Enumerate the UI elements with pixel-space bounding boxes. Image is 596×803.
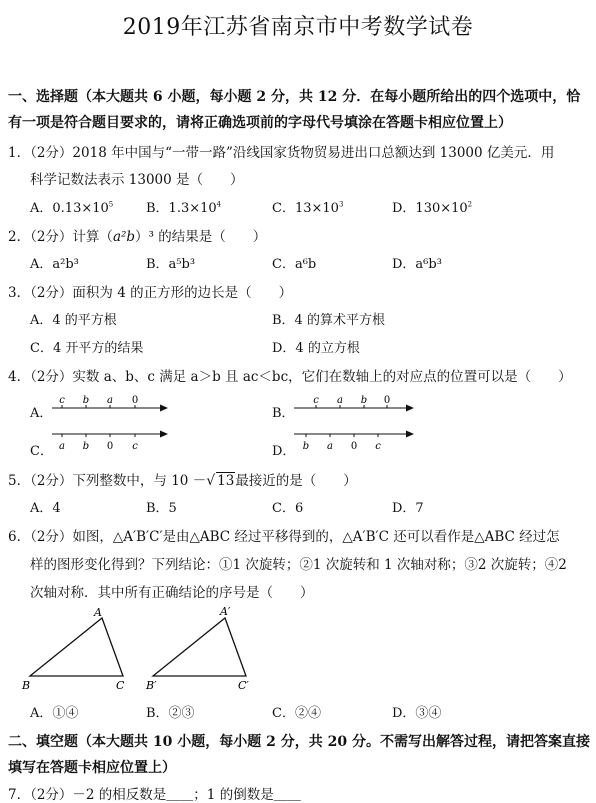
section2-header-line2: 填写在答题卡相应位置上） [8, 760, 176, 776]
q5-option-d: D．7 [392, 501, 424, 516]
q4-option-c-letter: C． [30, 444, 53, 459]
q3-stem: 3．（2分）面积为 4 的正方形的边长是（ ） [8, 285, 293, 301]
section1-header-line2: 有一项是符合题目要求的，请将正确选项前的字母代号填涂在答题卡相应位置上） [8, 115, 512, 131]
axis-label: a [337, 395, 343, 406]
q2-option-d: D．a⁶b³ [392, 257, 442, 272]
q3-option-b: B．4 的算术平方根 [272, 313, 385, 328]
q4-stem: 4．（2分）实数 a、b、c 满足 a＞b 且 ac＜bc，它们在数轴上的对应点的位置可以是（ ） [8, 369, 572, 385]
axis-label: a [107, 395, 113, 406]
q4-option-a-letter: A． [30, 406, 53, 421]
q1-line2: 科学记数法表示 13000 是（ ） [30, 172, 244, 188]
q6-line3: 次轴对称．其中所有正确结论的序号是（ ） [30, 585, 314, 601]
axis-label: a [327, 441, 333, 452]
q6-line1: 6．（2分）如图，△A′B′C′是由△ABC 经过平移得到的，△A′B′C 还可以看作是△ABC 经过怎 [8, 529, 560, 545]
q4-option-b-letter: B． [272, 406, 295, 421]
section1-header-line1: 一、选择题（本大题共 6 小题，每小题 2 分，共 12 分．在每小题所给出的四个选项中，恰 [8, 89, 581, 105]
vertex-label-a: A [94, 606, 102, 619]
q1-option-a: A．$0.13\times 10^5$ [30, 200, 114, 216]
q2-option-c: C．a⁶b [272, 257, 317, 272]
axis-label: 0 [106, 441, 114, 452]
q1-option-b: B．$1.3\times 10^4$ [146, 200, 222, 216]
q6-option-d: D．③④ [392, 706, 442, 721]
q3-option-a: A．4 的平方根 [30, 313, 117, 328]
q5-stem: 5．（2分）下列整数中，与 10 －√ 13最接近的是（ ） [8, 473, 357, 489]
page-title: 2019年江苏省南京市中考数学试卷 [122, 15, 474, 40]
q5-option-b: B．5 [146, 501, 177, 516]
q4-number-line-c [50, 428, 172, 452]
vertex-label-b: B [22, 679, 31, 692]
axis-label: b [302, 441, 310, 452]
q2-stem: 2．（2分）计算（a²b）³ 的结果是（ ） [8, 229, 267, 245]
axis-label: b [82, 441, 90, 452]
axis-label: b [82, 395, 90, 406]
q4-number-line-a [50, 393, 172, 417]
vertex-label-b-prime: B′ [146, 679, 157, 692]
q1-line1: 1．（2分）2018 年中国与“一带一路”沿线国家货物贸易进出口总额达到 13000 亿美元．用 [8, 145, 555, 161]
axis-label: b [360, 395, 368, 406]
axis-label: c [375, 441, 381, 452]
axis-label: a [59, 441, 65, 452]
q6-option-a: A．①④ [30, 706, 79, 721]
q2-option-b: B．a⁵b³ [146, 257, 196, 272]
section2-header-line1: 二、填空题（本大题共 10 小题，每小题 2 分，共 20 分。不需写出解答过程，请把答案直接 [8, 734, 590, 750]
triangle-a-prime-b-prime-c-prime [153, 618, 246, 676]
axis-label: c [59, 395, 65, 406]
q4-option-d-letter: D． [272, 444, 296, 459]
q6-line2: 样的图形变化得到？下列结论：①1 次旋转；②1 次旋转和 1 次轴对称；③2 次旋转；④2 [30, 557, 567, 573]
q1-option-d: D．$130\times 10^2$ [392, 200, 473, 216]
axis-label: 0 [131, 395, 139, 406]
q2-option-a: A．a²b³ [30, 257, 79, 272]
q5-option-a: A．4 [30, 501, 61, 516]
axis-label: c [132, 441, 138, 452]
q6-triangles-figure [18, 602, 258, 694]
axis-label: 0 [350, 441, 358, 452]
vertex-label-c: C [116, 679, 125, 692]
q5-option-c: C．6 [272, 501, 304, 516]
q4-number-line-b [292, 393, 418, 417]
vertex-label-a-prime: A′ [220, 605, 231, 618]
axis-label: c [313, 395, 319, 406]
q3-option-d: D．4 的立方根 [272, 341, 360, 356]
q6-option-c: C．②④ [272, 706, 321, 721]
q3-option-c: C．4 开平方的结果 [30, 341, 144, 356]
q6-option-b: B．②③ [146, 706, 195, 721]
vertex-label-c-prime: C′ [238, 679, 249, 692]
axis-label: 0 [383, 395, 391, 406]
q7-partial-line: 7．（2分）－2 的相反数是＿＿；1 的倒数是＿＿ [8, 787, 301, 803]
q1-option-c: C．$13\times 10^3$ [272, 200, 344, 216]
q4-number-line-d [292, 428, 418, 452]
triangle-abc [30, 618, 123, 676]
